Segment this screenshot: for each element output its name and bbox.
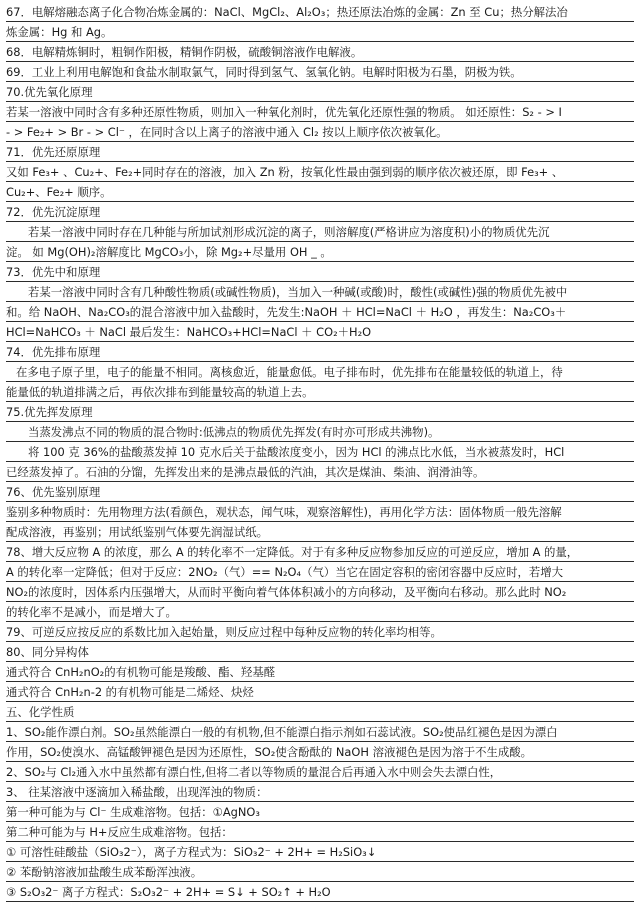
section-heading: 73．优先中和原理 [6, 262, 634, 282]
text-line: 3、 往某溶液中逐滴加入稀盐酸，出现浑浊的物质： [6, 782, 634, 802]
text-line: 若某一溶液中同时存在几种能与所加试剂形成沉淀的离子，则溶解度(严格讲应为溶度积)小的物质优先沉 [6, 222, 634, 242]
text-line: 配成溶液，再鉴别；用试纸鉴别气体要先润湿试纸。 [6, 522, 634, 542]
text-line: 若某一溶液中同时含有多种还原性物质，则加入一种氧化剂时，优先氧化还原性强的物质。 如还原性：S₂ - > I [6, 102, 634, 122]
text-line: 2、SO₂与 Cl₂通入水中虽然都有漂白性,但将二者以等物质的量混合后再通入水中则会失去漂白性， [6, 762, 634, 782]
text-line: 第二种可能为与 H+反应生成难溶物。包括： [6, 822, 634, 842]
text-line: 69．工业上利用电解饱和食盐水制取氯气，同时得到氢气、氢氧化钠。电解时阳极为石墨，阴极为铁。 [6, 62, 634, 82]
text-line: 1、SO₂能作漂白剂。SO₂虽然能漂白一般的有机物,但不能漂白指示剂如石蕊试液。SO₂使品红褪色是因为漂白 [6, 722, 634, 742]
text-line: 第一种可能为与 Cl⁻ 生成难溶物。包括：①AgNO₃ [6, 802, 634, 822]
text-line: 将 100 克 36%的盐酸蒸发掉 10 克水后关于盐酸浓度变小，因为 HCl 的沸点比水低，当水被蒸发时，HCl [6, 442, 634, 462]
section-heading: 74．优先排布原理 [6, 342, 634, 362]
text-line: 在多电子原子里，电子的能量不相同。离核愈近，能量愈低。电子排布时，优先排布在能量较低的轨道上，待 [6, 362, 634, 382]
text-line: ① 可溶性硅酸盐（SiO₃2⁻），离子方程式为：SiO₃2⁻ + 2H+ = H₂SiO₃↓ [6, 842, 634, 862]
section-heading: 五、化学性质 [6, 702, 634, 722]
text-line: 通式符合 CnH₂nO₂的有机物可能是羧酸、酯、羟基醛 [6, 662, 634, 682]
text-line: 79、可逆反应按反应的系数比加入起始量，则反应过程中每种反应物的转化率均相等。 [6, 622, 634, 642]
text-line: Cu₂+、Fe₂+ 顺序。 [6, 182, 634, 202]
text-line: 淀。 如 Mg(OH)₂溶解度比 MgCO₃小，除 Mg₂+尽量用 OH _ 。 [6, 242, 634, 262]
text-line: 通式符合 CnH₂n-2 的有机物可能是二烯烃、炔烃 [6, 682, 634, 702]
text-line: 炼金属：Hg 和 Ag。 [6, 22, 634, 42]
section-heading: 72．优先沉淀原理 [6, 202, 634, 222]
text-line: 68．电解精炼铜时，粗铜作阳极，精铜作阴极，硫酸铜溶液作电解液。 [6, 42, 634, 62]
text-line: 能量低的轨道排满之后，再依次排布到能量较高的轨道上去。 [6, 382, 634, 402]
text-line: ③ S₂O₃2⁻ 离子方程式：S₂O₃2⁻ + 2H+ = S↓ + SO₂↑ + H₂O [6, 882, 634, 902]
text-line: 和。给 NaOH、Na₂CO₃的混合溶液中加入盐酸时，先发生:NaOH ＋ HCl=NaCl ＋ H₂O ，再发生：Na₂CO₃＋ [6, 302, 634, 322]
text-line: HCl=NaHCO₃ ＋ NaCl 最后发生：NaHCO₃+HCl=NaCl ＋ CO₂＋H₂O [6, 322, 634, 342]
text-line: - > Fe₂+ > Br - > Cl⁻ ，在同时含以上离子的溶液中通入 Cl₂ 按以上顺序依次被氧化。 [6, 122, 634, 142]
text-line: 若某一溶液中同时含有几种酸性物质(或碱性物质)，当加入一种碱(或酸)时，酸性(或碱性)强的物质优先被中 [6, 282, 634, 302]
text-line: A 的转化率一定降低；但对于反应：2NO₂（气）== N₂O₄（气）当它在固定容积的密闭容器中反应时，若增大 [6, 562, 634, 582]
text-line: 又如 Fe₃+ 、Cu₂+、Fe₂+同时存在的溶液，加入 Zn 粉，按氧化性最由强到弱的顺序依次被还原，即 Fe₃+ 、 [6, 162, 634, 182]
section-heading: 70.优先氧化原理 [6, 82, 634, 102]
text-line: 的转化率不是减小，而是增大了。 [6, 602, 634, 622]
section-heading: 71．优先还原原理 [6, 142, 634, 162]
text-line: 作用，SO₂使溴水、高锰酸钾褪色是因为还原性，SO₂使含酚酞的 NaOH 溶液褪色是因为溶于不生成酸。 [6, 742, 634, 762]
text-line: 已经蒸发掉了。石油的分馏，先挥发出来的是沸点最低的汽油，其次是煤油、柴油、润滑油等。 [6, 462, 634, 482]
text-line: NO₂的浓度时，因体系内压强增大，从而时平衡向着气体体积减小的方向移动，及平衡向右移动。那么此时 NO₂ [6, 582, 634, 602]
section-heading: 75.优先挥发原理 [6, 402, 634, 422]
text-line: 当蒸发沸点不同的物质的混合物时:低沸点的物质优先挥发(有时亦可形成共沸物)。 [6, 422, 634, 442]
section-heading: 80、同分异构体 [6, 642, 634, 662]
section-heading: 76、优先鉴别原理 [6, 482, 634, 502]
text-line: 78、增大反应物 A 的浓度，那么 A 的转化率不一定降低。对于有多种反应物参加反应的可逆反应，增加 A 的量， [6, 542, 634, 562]
text-line: ② 苯酚钠溶液加盐酸生成苯酚浑浊液。 [6, 862, 634, 882]
text-line: 67．电解熔融态离子化合物冶炼金属的：NaCl、MgCl₂、Al₂O₃；热还原法冶炼的金属：Zn 至 Cu；热分解法冶 [6, 2, 634, 22]
text-line: 鉴别多种物质时：先用物理方法(看颜色，观状态，闻气味，观察溶解性)，再用化学方法：固体物质一般先溶解 [6, 502, 634, 522]
